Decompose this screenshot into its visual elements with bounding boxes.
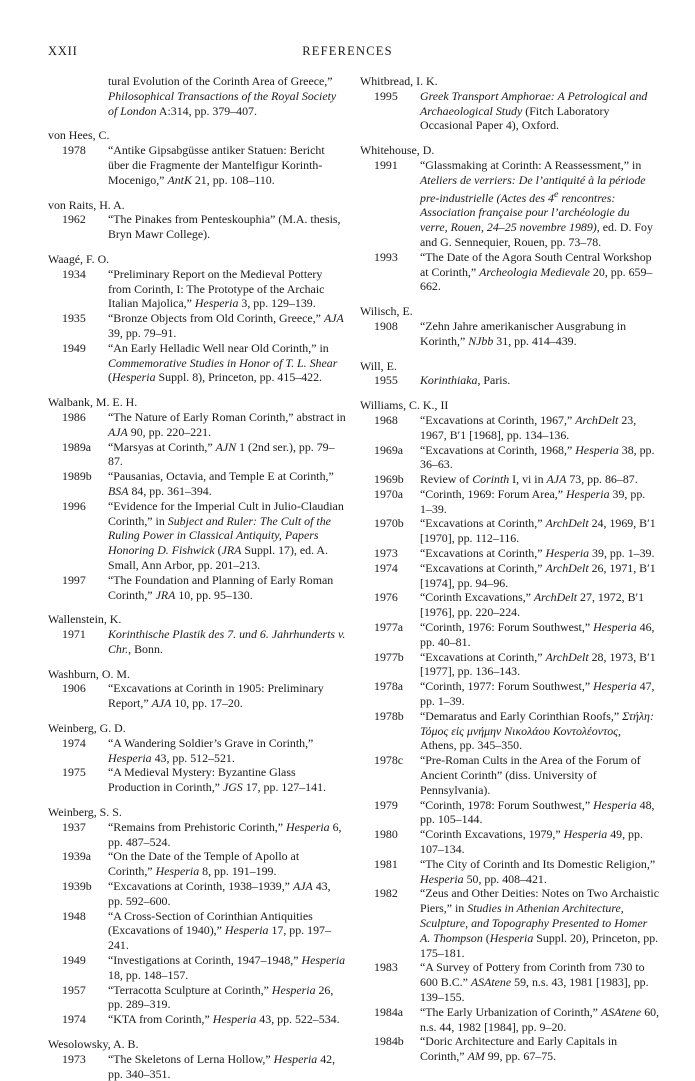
reference-text: “Pre-Roman Cults in the Area of the Forum of Ancient Corinth” (diss. University of Pennsylvania). (420, 753, 641, 797)
left-column (48, 74, 346, 1081)
reference-year: 1969b (374, 472, 404, 487)
reference-entry (360, 590, 660, 620)
reference-year: 1971 (62, 627, 86, 642)
reference-entry (360, 373, 660, 388)
reference-text: “Preliminary Report on the Medieval Pottery from Corinth, I: The Prototype of the Archaic Italian Majolica,” Hesperia 3, pp. 129–139. (108, 266, 325, 311)
reference-entry (360, 709, 660, 753)
reference-text: “Investigations at Corinth, 1947–1948,” Hesperia 18, pp. 148–157. (108, 953, 346, 982)
reference-year: 1979 (374, 797, 398, 812)
reference-entry (48, 499, 346, 573)
reference-year: 1935 (62, 311, 86, 326)
reference-year: 1978 (62, 143, 86, 158)
reference-text: “Excavations at Corinth in 1905: Preliminary Report,” AJA 10, pp. 17–20. (108, 681, 324, 711)
reference-entry (48, 212, 346, 242)
reference-text: “A Wandering Soldier’s Grave in Corinth,” Hesperia 43, pp. 512–521. (108, 735, 314, 765)
reference-text: “Excavations at Corinth, 1938–1939,” AJA 43, pp. 592–600. (108, 879, 331, 908)
reference-year: 1973 (374, 546, 398, 561)
reference-text: “Excavations at Corinth, 1967,” ArchDelt 23, 1967, B′1 [1968], pp. 134–136. (420, 412, 637, 442)
reference-text: “Glassmaking at Corinth: A Reassessment,” in Ateliers de verriers: De l’antiquité à la période pre-industrielle (Actes des 4e rencontres: Association française pour l’archéologie du verre, Rouen, 24–25 novembre 1989), ed. D. Foy and G. Sennequier, Rouen, pp. 73–78. (420, 157, 653, 249)
reference-text: “Corinth, 1976: Forum Southwest,” Hesperia 46, pp. 40–81. (420, 620, 655, 649)
reference-year: 1939a (62, 849, 92, 864)
reference-author: von Raits, H. A. (48, 197, 125, 212)
reference-year: 1984b (374, 1034, 404, 1049)
reference-entry (360, 319, 660, 349)
reference-year: 1949 (62, 340, 86, 355)
reference-text: Greek Transport Amphorae: A Petrological and Archaeological Study (Fitch Laboratory Occasional Paper 4), Oxford. (420, 88, 648, 133)
reference-year: 1991 (374, 157, 398, 172)
reference-year: 1970a (374, 486, 404, 501)
reference-entry (360, 798, 660, 828)
reference-author: Whitehouse, D. (360, 143, 435, 158)
reference-author: Weinberg, G. D. (48, 721, 126, 736)
reference-entry (360, 89, 660, 133)
reference-text: “Corinth, 1978: Forum Southwest,” Hesperia 48, pp. 105–144. (420, 797, 655, 827)
reference-year: 1976 (374, 590, 398, 605)
reference-year: 1977b (374, 649, 404, 664)
reference-text: “Evidence for the Imperial Cult in Julio-Claudian Corinth,” in Subject and Ruler: The Cult of the Ruling Power in Classical Antiquity, Papers Honoring D. Fishwick (JRA Suppl. 17), ed. A. Small, Ann Arbor, pp. 201–213. (108, 498, 344, 572)
reference-text: “An Early Helladic Well near Old Corinth,” in Commemorative Studies in Honor of T. L. Shear (Hesperia Suppl. 8), Princeton, pp. 415–422. (108, 340, 338, 385)
reference-text: “The Date of the Agora South Central Workshop at Corinth,” Archeologia Medievale 20, pp. 659–662. (420, 249, 653, 294)
reference-text: “Excavations at Corinth,” Hesperia 39, pp. 1–39. (420, 546, 655, 561)
reference-text: “The Foundation and Planning of Early Roman Corinth,” JRA 10, pp. 95–130. (108, 572, 334, 602)
reference-year: 1962 (62, 212, 86, 227)
reference-text: “A Cross-Section of Corinthian Antiquities (Excavations of 1940),” Hesperia 17, pp. 197–241. (108, 908, 331, 953)
reference-text: “Demaratus and Early Corinthian Roofs,” Στήλη: Τόμος εἰς μνήμην Νικολάου Κοντολέοντος, Athens, pp. 345–350. (420, 708, 654, 753)
reference-text: “A Medieval Mystery: Byzantine Glass Production in Corinth,” JGS 17, pp. 127–141. (108, 765, 326, 795)
reference-year: 1937 (62, 819, 86, 834)
reference-text: “Excavations at Corinth,” ArchDelt 26, 1971, B′1 [1974], pp. 94–96. (420, 560, 656, 590)
reference-year: 1939b (62, 879, 92, 894)
reference-text: “Excavations at Corinth,” ArchDelt 28, 1973, B′1 [1977], pp. 136–143. (420, 649, 656, 679)
reference-author: von Hees, C. (48, 128, 110, 143)
reference-author: Wallenstein, K. (48, 612, 122, 627)
reference-year: 1982 (374, 886, 398, 901)
reference-year: 1974 (374, 560, 398, 575)
reference-text: “KTA from Corinth,” Hesperia 43, pp. 522–534. (108, 1012, 340, 1027)
reference-year: 1978b (374, 708, 404, 723)
reference-text: “Corinth, 1969: Forum Area,” Hesperia 39, pp. 1–39. (420, 486, 646, 516)
reference-continuation: tural Evolution of the Corinth Area of Greece,” Philosophical Transactions of the Royal Society of London A:314, pp. 379–407. (108, 74, 337, 118)
reference-author: Wesolowsky, A. B. (48, 1037, 139, 1052)
reference-text: “A Survey of Pottery from Corinth from 730 to 600 B.C.” ASAtene 59, n.s. 43, 1981 [1983], pp. 139–155. (420, 960, 649, 1004)
reference-author: Wilisch, E. (360, 304, 413, 319)
reference-entry (360, 857, 660, 887)
reference-text: “Corinth Excavations, 1979,” Hesperia 49, pp. 107–134. (420, 827, 643, 857)
reference-text: Korinthische Plastik des 7. und 6. Jahrhunderts v. Chr., Bonn. (108, 627, 346, 656)
reference-year: 1908 (374, 318, 398, 333)
reference-entry (360, 250, 660, 294)
reference-entry (48, 879, 346, 909)
reference-entry (48, 953, 346, 983)
reference-entry (360, 827, 660, 857)
reference-text: “Doric Architecture and Early Capitals in Corinth,” AM 99, pp. 67–75. (420, 1034, 618, 1064)
reference-text: “On the Date of the Temple of Apollo at Corinth,” Hesperia 8, pp. 191–199. (108, 849, 300, 879)
running-title: REFERENCES (302, 44, 393, 58)
reference-text: “Excavations at Corinth,” ArchDelt 24, 1969, B′1 [1970], pp. 112–116. (420, 516, 656, 546)
reference-entry (360, 886, 660, 960)
reference-entry (48, 849, 346, 879)
reference-text: “Terracotta Sculpture at Corinth,” Hesperia 26, pp. 289–319. (108, 982, 334, 1012)
reference-entry (360, 487, 660, 517)
reference-text: “Zeus and Other Deities: Notes on Two Archaistic Piers,” in Studies in Athenian Architecture, Sculpture, and Topography Presented to Homer A. Thompson (Hesperia Suppl. 20), Princeton, pp. 175–181. (420, 886, 660, 960)
reference-entry (360, 443, 660, 473)
reference-text: “Corinth, 1977: Forum Southwest,” Hesperia 47, pp. 1–39. (420, 679, 655, 709)
reference-entry (48, 469, 346, 499)
reference-entry (360, 413, 660, 443)
reference-text: “Marsyas at Corinth,” AJN 1 (2nd ser.), pp. 79–87. (108, 439, 335, 469)
reference-year: 1974 (62, 735, 86, 750)
reference-entry (360, 561, 660, 591)
reference-year: 1989a (62, 439, 92, 454)
reference-text: “Antike Gipsabgüsse antiker Statuen: Bericht über die Fragmente der Mantelfigur Korinth-Mocenigo,” AntK 21, pp. 108–110. (108, 143, 325, 187)
reference-text: “The Early Urbanization of Corinth,” ASAtene 60, n.s. 44, 1982 [1984], pp. 9–20. (420, 1004, 660, 1034)
reference-text: “Bronze Objects from Old Corinth, Greece,” AJA 39, pp. 79–91. (108, 311, 344, 340)
reference-year: 1934 (62, 266, 86, 281)
reference-year: 1978c (374, 753, 404, 768)
reference-entry (48, 736, 346, 766)
reference-year: 1975 (62, 765, 86, 780)
reference-year: 1978a (374, 679, 404, 694)
reference-year: 1997 (62, 572, 86, 587)
reference-entry (48, 1012, 346, 1027)
reference-year: 1983 (374, 960, 398, 975)
reference-entry (48, 820, 346, 850)
reference-entry (360, 472, 660, 487)
reference-year: 1949 (62, 953, 86, 968)
reference-year: 1970b (374, 516, 404, 531)
reference-year: 1973 (62, 1051, 86, 1066)
reference-entry (48, 410, 346, 440)
reference-entry (360, 1005, 660, 1035)
reference-text: “The Skeletons of Lerna Hollow,” Hesperia 42, pp. 340–351. (108, 1051, 336, 1081)
reference-entry (360, 960, 660, 1004)
reference-year: 1996 (62, 498, 86, 513)
reference-year: 1955 (374, 373, 398, 388)
reference-entry (360, 1034, 660, 1064)
reference-year: 1969a (374, 442, 404, 457)
reference-year: 1948 (62, 908, 86, 923)
reference-entry (360, 679, 660, 709)
reference-year: 1995 (374, 88, 398, 103)
reference-author: Will, E. (360, 358, 397, 373)
reference-year: 1906 (62, 681, 86, 696)
reference-text: Review of Corinth I, vi in AJA 73, pp. 86–87. (420, 472, 638, 487)
reference-author: Waagé, F. O. (48, 251, 110, 266)
reference-text: “The Pinakes from Penteskouphia” (M.A. thesis, Bryn Mawr College). (108, 212, 341, 242)
reference-year: 1989b (62, 469, 92, 484)
reference-entry (48, 909, 346, 953)
reference-author: Weinberg, S. S. (48, 805, 122, 820)
reference-text: “Remains from Prehistoric Corinth,” Hesperia 6, pp. 487–524. (108, 819, 342, 849)
reference-text: Korinthiaka, Paris. (420, 373, 511, 388)
reference-entry (360, 650, 660, 680)
reference-entry (360, 516, 660, 546)
reference-entry (48, 681, 346, 711)
reference-year: 1980 (374, 827, 398, 842)
reference-year: 1981 (374, 856, 398, 871)
reference-year: 1977a (374, 620, 404, 635)
reference-author: Washburn, O. M. (48, 666, 130, 681)
reference-entry (48, 765, 346, 795)
reference-entry (48, 983, 346, 1013)
reference-entry (360, 753, 660, 797)
reference-year: 1957 (62, 982, 86, 997)
reference-author: Whitbread, I. K. (360, 74, 438, 88)
reference-year: 1986 (62, 409, 86, 424)
reference-year: 1984a (374, 1004, 404, 1019)
reference-author: Walbank, M. E. H. (48, 395, 138, 410)
reference-entry (48, 573, 346, 603)
page-header (48, 44, 647, 64)
reference-entry (48, 1052, 346, 1081)
reference-entry (360, 546, 660, 561)
reference-text: “The Nature of Early Roman Corinth,” abstract in AJA 90, pp. 220–221. (108, 409, 346, 439)
right-column (360, 74, 660, 1064)
reference-entry (360, 620, 660, 650)
reference-author: Williams, C. K., II (360, 398, 449, 413)
reference-year: 1974 (62, 1012, 86, 1027)
reference-text: “Pausanias, Octavia, and Temple E at Corinth,” BSA 84, pp. 361–394. (108, 469, 334, 498)
reference-text: “Zehn Jahre amerikanischer Ausgrabung in Korinth,” NJbb 31, pp. 414–439. (420, 318, 627, 348)
reference-text: “The City of Corinth and Its Domestic Religion,” Hesperia 50, pp. 408–421. (420, 856, 656, 886)
reference-entry (48, 627, 346, 657)
reference-year: 1993 (374, 249, 398, 264)
reference-text: “Corinth Excavations,” ArchDelt 27, 1972, B′1 [1976], pp. 220–224. (420, 590, 645, 620)
reference-entry (48, 143, 346, 187)
reference-year: 1968 (374, 412, 398, 427)
reference-entry (360, 158, 660, 250)
reference-entry (48, 267, 346, 311)
reference-entry (48, 440, 346, 470)
page-number: XXII (48, 44, 78, 58)
reference-text: “Excavations at Corinth, 1968,” Hesperia 38, pp. 36–63. (420, 442, 655, 472)
reference-entry (48, 341, 346, 385)
reference-entry (48, 311, 346, 341)
